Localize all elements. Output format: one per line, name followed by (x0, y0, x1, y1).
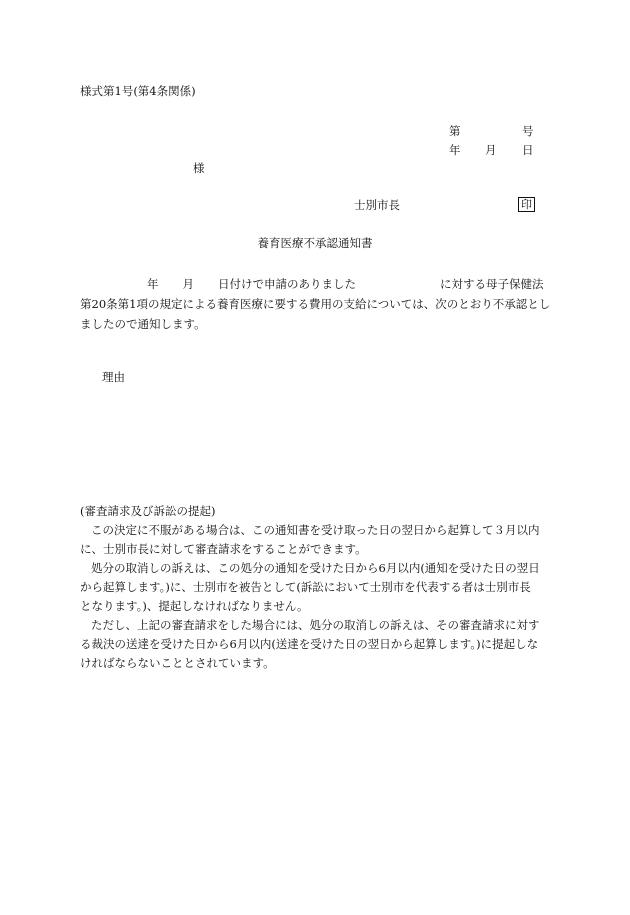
appeal-p2-line1-text: 処分の取消しの訴えは、この処分の通知を受けた日から6月以内(通知を受けた日の翌日 (91, 561, 540, 575)
application-year: 年 (147, 277, 159, 291)
appeal-p3-line2: る裁決の送達を受けた日から6月以内(送達を受けた日の翌日から起算します。)に提起しな (80, 637, 539, 651)
issuer-name: 士別市長 (354, 198, 400, 212)
reason-label: 理由 (102, 370, 125, 384)
appeal-p3-line3: ければならないこととされています。 (80, 656, 275, 670)
body-line-1 (80, 274, 550, 294)
appeal-p3-line1-text: ただし、上記の審査請求をした場合には、処分の取消しの訴えは、その審査請求に対す (91, 618, 540, 632)
appeal-notice (80, 502, 552, 673)
body-paragraph (80, 274, 550, 334)
body-line-3: ましたので通知します。 (80, 317, 206, 331)
appeal-p1-line1 (80, 521, 552, 540)
issue-date-year: 年 (449, 143, 461, 157)
application-subject-text: に対する母子保健法 (440, 277, 544, 291)
seal-mark: 印 (518, 197, 535, 212)
document-title: 養育医療不承認通知書 (257, 236, 373, 250)
appeal-p2-line2: から起算します。)に、士別市を被告として(訴訟において士別市を代表する者は士別市長 (80, 580, 531, 594)
issue-date-day: 日 (522, 143, 534, 157)
application-date-text: 日付けで申請のありました (218, 277, 356, 291)
application-month: 月 (182, 277, 194, 291)
appeal-p1-line1-text: この決定に不服がある場合は、この通知書を受け取った日の翌日から起算して３月以内 (91, 523, 540, 537)
appeal-p2-line1 (80, 559, 552, 578)
document-number-suffix: 号 (522, 124, 534, 138)
issue-date-month: 月 (485, 143, 497, 157)
appeal-p1-line2: に、士別市長に対して審査請求をすることができます。 (80, 542, 367, 556)
recipient-honorific: 様 (193, 161, 205, 175)
document-number-prefix: 第 (449, 124, 461, 138)
body-line-2: 第20条第1項の規定による養育医療に要する費用の支給については、次のとおり不承認とし (80, 297, 551, 311)
appeal-p2-line3: となります。)、提起しなければなりません。 (80, 599, 309, 613)
form-number: 様式第1号(第4条関係) (80, 84, 196, 98)
appeal-p3-line1 (80, 616, 552, 635)
appeal-notice-heading: (審査請求及び訴訟の提起) (80, 504, 216, 518)
